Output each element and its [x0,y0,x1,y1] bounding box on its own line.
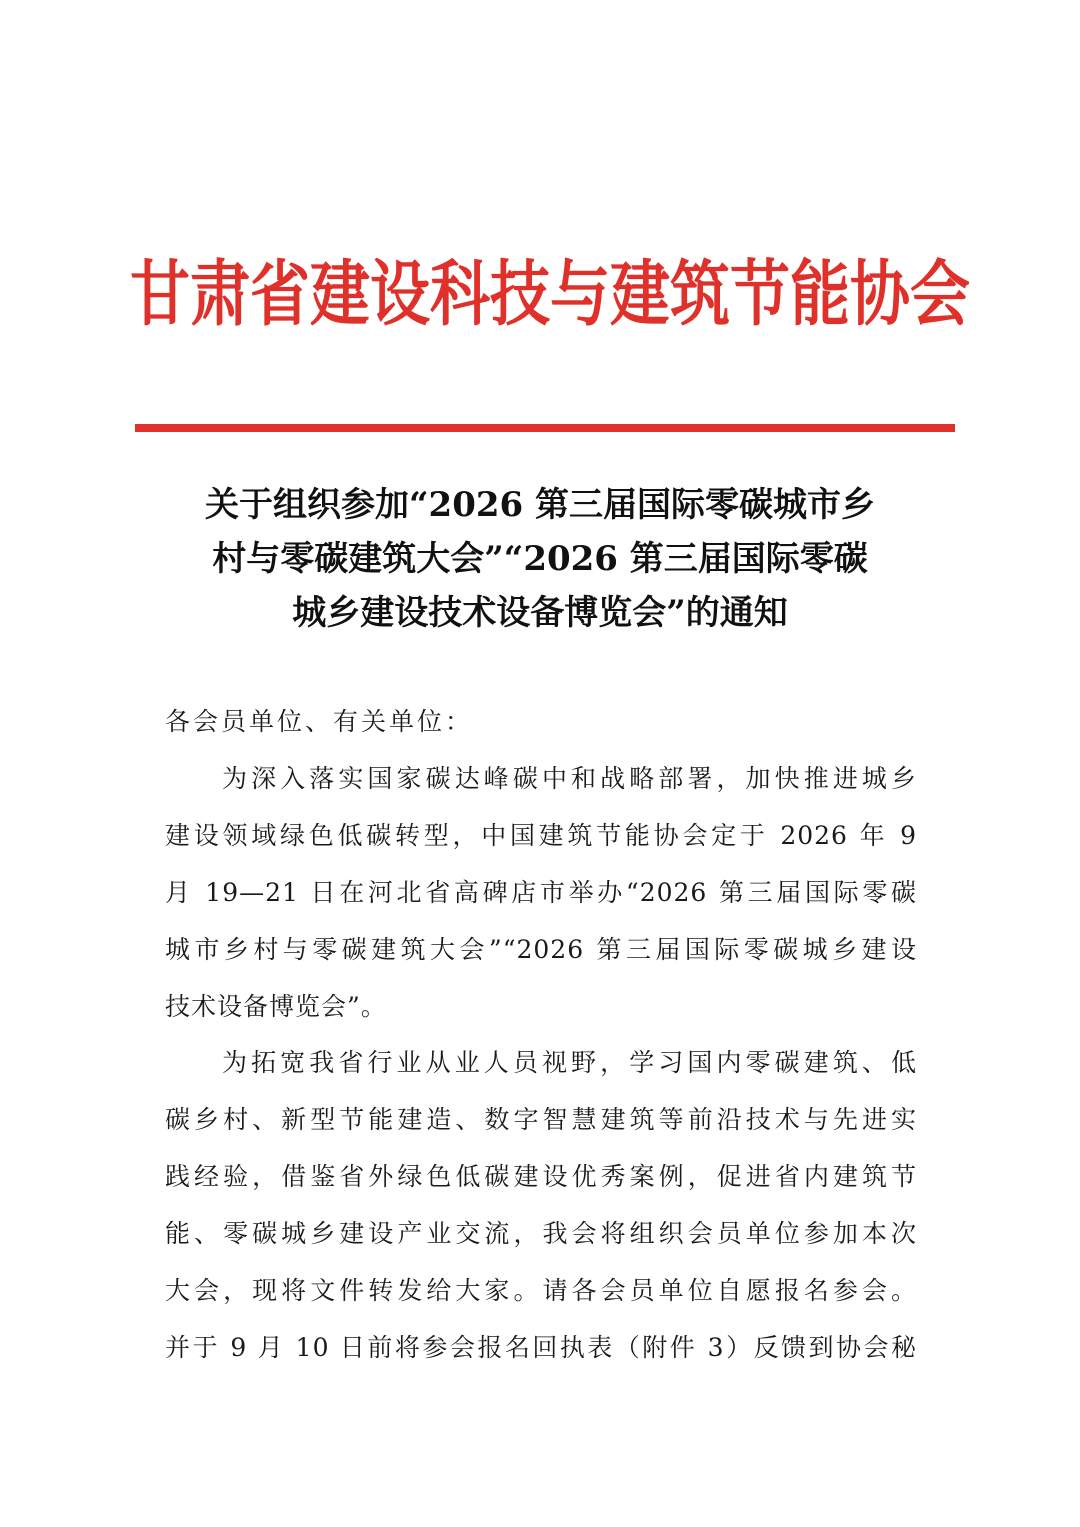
body-line: 并于 9 月 10 日前将参会报名回执表（附件 3）反馈到协会秘 [165,1333,917,1362]
body-line: 建设领域绿色低碳转型，中国建筑节能协会定于 2026 年 9 [165,821,917,850]
salutation: 各会员单位、有关单位： [165,707,474,736]
body-line: 城市乡村与零碳建筑大会”“2026 第三届国际零碳城乡建设 [165,935,917,964]
body-line: 碳乡村、新型节能建造、数字智慧建筑等前沿技术与先进实 [165,1105,917,1134]
body-line: 为拓宽我省行业从业人员视野，学习国内零碳建筑、低 [222,1048,917,1077]
body-line: 月 19—21 日在河北省高碑店市举办“2026 第三届国际零碳 [165,878,917,907]
letterhead-red-rule [135,424,955,432]
notice-title [150,478,930,640]
letterhead-organization-name: 甘肃省建设科技与建筑节能协会 [130,253,970,337]
body-line: 大会，现将文件转发给大家。请各会员单位自愿报名参会。 [165,1276,917,1305]
notice-title-line: 城乡建设技术设备博览会”的通知 [292,593,788,633]
body-line: 能、零碳城乡建设产业交流，我会将组织会员单位参加本次 [165,1219,917,1248]
body-line: 践经验，借鉴省外绿色低碳建设优秀案例，促进省内建筑节 [165,1162,917,1191]
body-line: 技术设备博览会”。 [165,992,387,1021]
notice-title-line: 村与零碳建筑大会”“2026 第三届国际零碳 [212,539,868,579]
body-line: 为深入落实国家碳达峰碳中和战略部署，加快推进城乡 [222,764,917,793]
notice-title-line: 关于组织参加“2026 第三届国际零碳城市乡 [204,485,876,525]
